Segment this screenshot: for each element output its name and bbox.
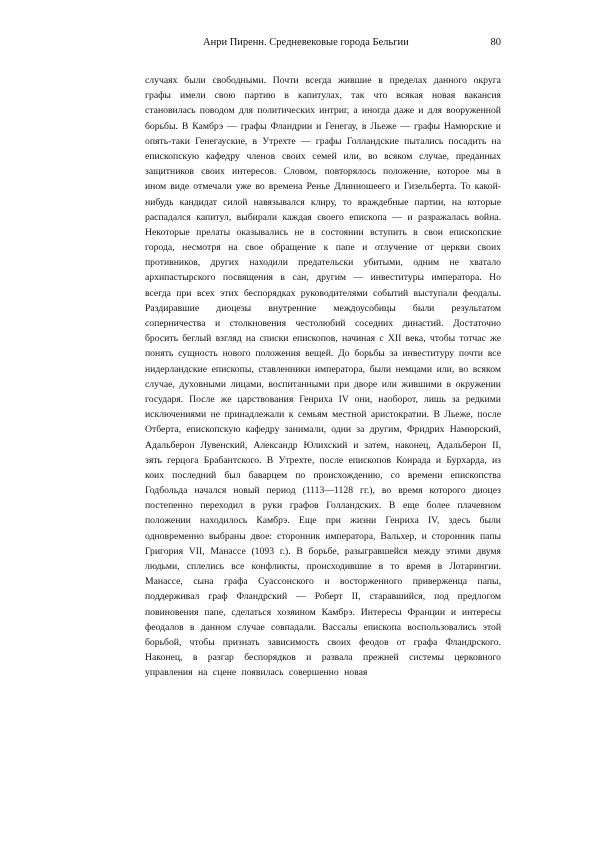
- text-line: епископскую кафедру членов своих семей или, во всяком случае, преданных: [145, 150, 501, 162]
- text-line: Некоторые прелаты оказывались не в состоянии вступить в свои епископские: [145, 226, 501, 238]
- running-header-title: Анри Пиренн. Средневековые города Бельгии: [203, 37, 409, 48]
- text-line: Наконец, в разгар беспорядков и развала прежней системы церковного: [145, 652, 501, 664]
- text-line: Григория VII, Манассе (1093 г.). В борьбе, разыгравшейся между этими двумя: [145, 545, 501, 557]
- text-line: защитников своих интересов. Словом, повторялось положение, которое мы в: [145, 166, 501, 178]
- text-line: опять-таки Генегауские, в Утрехте — графы Голландские пытались посадить на: [145, 135, 501, 147]
- text-line: нидерландские епископы, ставленники императора, были немцами или, во всяком: [145, 363, 501, 375]
- text-line: понять сущность нового положения вещей. До борьбы за инвеституру почти все: [145, 348, 501, 360]
- text-line: случае, духовными лицами, воспитанными при дворе или жившими в окружении: [145, 378, 501, 390]
- text-line: Адальберон Лувенский, Александр Юлихский и затем, наконец, Адальберон II,: [145, 439, 501, 451]
- text-line: государя. После же царствования Генриха IV они, наоборот, лишь за редкими: [145, 393, 501, 405]
- body-text: [145, 73, 501, 681]
- text-line: ином виде отмечали уже во времена Ренье Длинношеего и Гизельберта. То какой-: [145, 181, 501, 193]
- text-line: города, несмотря на свое обращение к папе и отлучение от церкви своих: [145, 242, 501, 254]
- text-line: коих последний был баварцем по происхождению, со времени епископства: [145, 469, 501, 481]
- page-number: 80: [490, 37, 501, 48]
- text-line: всегда при всех этих беспорядках руководителями событий выступали феодалы.: [145, 287, 501, 299]
- text-line: противников, других находили предательски убитыми, одним не хватало: [145, 257, 501, 269]
- text-line: людьми, сплелись все конфликты, происходившие в то время в Лотарингии.: [145, 561, 501, 572]
- text-line: Раздиравшие диоцезы внутренние междоусобицы были результатом: [145, 302, 501, 314]
- text-line: зять герцога Брабантского. В Утрехте, после епископов Конрада и Бурхарда, из: [145, 454, 501, 466]
- text-line: Манассе, сына графа Суассонского и восторженного приверженца папы,: [145, 576, 501, 588]
- text-line: одновременно выбраны двое: сторонник императора, Вальхер, и сторонник папы: [145, 530, 501, 542]
- text-line: распадался капитул, выбирали каждая своего епископа — и разражалась война.: [145, 211, 501, 223]
- text-line: повиновения папе, сделаться хозяином Камбрэ. Интересы Франции и интересы: [145, 606, 501, 618]
- text-line: феодалов в данном случае совпадали. Вассалы епископа воспользовались этой: [145, 621, 501, 633]
- text-line: положении находилось Камбрэ. Еще при жизни Генриха IV, здесь были: [145, 515, 501, 527]
- text-line: постепенно переходил в руки графов Голландских. В еще более плачевном: [145, 500, 501, 512]
- text-line: поддерживал граф Фландрский — Роберт II, старавшийся, под предлогом: [145, 591, 501, 603]
- text-line: становилась поводом для политических интриг, а иногда даже и для вооруженной: [145, 105, 501, 117]
- text-line: исключениями не принадлежали к семьям местной аристократии. В Льеже, после: [145, 409, 501, 421]
- text-line: борьбы. В Камбрэ — графы Фландрии и Генегау, в Льеже — графы Намюрские и: [145, 120, 501, 132]
- text-line: графы имели свою партию в капитулах, так что всякая новая вакансия: [145, 90, 501, 102]
- text-line: нибудь кандидат силой навязывался клиру, то враждебные партии, на которые: [145, 196, 501, 208]
- text-line: бросить беглый взгляд на списки епископов, начиная с XII века, чтобы тотчас же: [145, 333, 501, 345]
- text-line: архипастырского посвящения в сан, другим — инвеституры императора. Но: [145, 272, 501, 284]
- text-line: соперничества и столкновения честолюбий соседних династий. Достаточно: [145, 318, 501, 329]
- running-header: [145, 36, 501, 50]
- text-line-last: управления на сцене появилась совершенно новая: [145, 667, 368, 679]
- text-line: случаях были свободными. Почти всегда жившие в пределах данного округа: [145, 75, 501, 86]
- text-line: Годбольда начался новый период (1113—1128 гг.), во время которого диоцез: [145, 485, 501, 497]
- text-line: Отберта, епископскую кафедру занимали, одни за другим, Фридрих Намюрский,: [145, 424, 501, 436]
- text-line: борьбой, чтобы признать зависимость своих феодов от графа Фландрского.: [145, 636, 501, 648]
